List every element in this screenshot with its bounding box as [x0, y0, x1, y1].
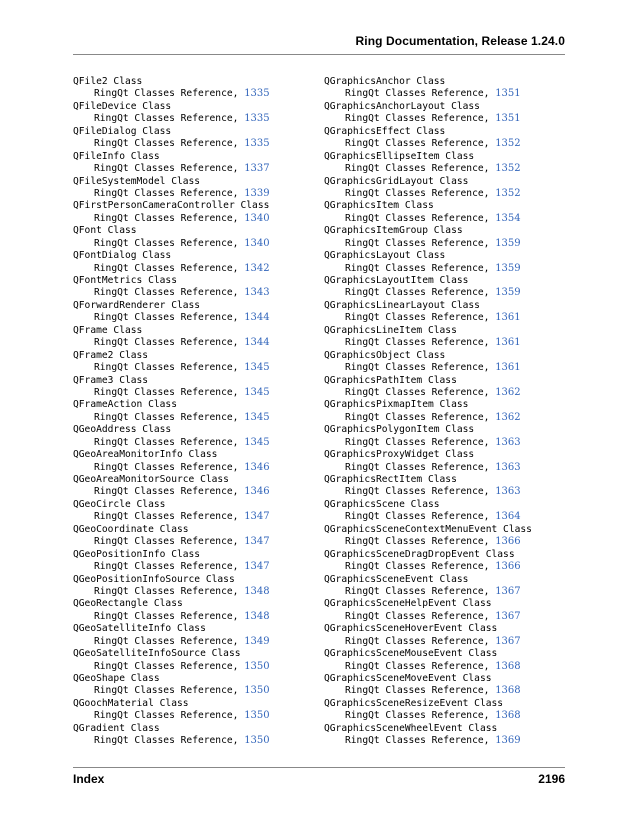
index-entry [324, 723, 584, 748]
index-entry-title: QFileSystemModel Class [73, 175, 201, 187]
reference-label: RingQt Classes Reference, [94, 337, 239, 349]
index-entry [73, 499, 333, 524]
index-entry-reference [324, 735, 584, 747]
index-entry [324, 474, 584, 499]
index-entry [324, 623, 584, 648]
reference-label: RingQt Classes Reference, [345, 536, 490, 548]
index-entry-title: QForwardRenderer Class [73, 299, 201, 311]
index-entry-reference [73, 735, 333, 747]
index-entry-reference [73, 138, 333, 150]
index-entry [73, 101, 333, 126]
index-entry-title: QGraphicsRectItem Class [324, 474, 457, 485]
index-entry-reference [324, 710, 584, 722]
index-entry-title: QGraphicsGridLayout Class [324, 175, 469, 187]
reference-label: RingQt Classes Reference, [345, 386, 490, 398]
index-entry [324, 399, 584, 424]
index-entry-title: QGraphicsLinearLayout Class [324, 299, 480, 311]
index-entry-reference [73, 586, 333, 598]
index-entry-reference [73, 188, 333, 200]
page-number: 2196 [538, 772, 565, 786]
page-link[interactable]: 1346 [244, 461, 270, 473]
index-entry-title: QGraphicsSceneResizeEvent Class [324, 697, 504, 709]
index-entry [324, 225, 584, 250]
page-link[interactable]: 1335 [244, 138, 270, 150]
reference-label: RingQt Classes Reference, [345, 312, 490, 324]
reference-label: RingQt Classes Reference, [345, 610, 490, 622]
index-entry-reference [324, 337, 584, 349]
page-link[interactable]: 1362 [495, 411, 521, 423]
reference-label: RingQt Classes Reference, [94, 710, 239, 722]
index-entry [324, 200, 584, 225]
index-entry-reference [324, 536, 584, 548]
index-entry [73, 399, 333, 424]
index-entry-title: QGeoSatelliteInfo Class [73, 623, 206, 635]
index-entry-title: QGraphicsEllipseItem Class [324, 150, 475, 162]
index-entry-title: QGraphicsSceneDragDropEvent Class [324, 548, 515, 560]
page-link[interactable]: 1362 [495, 386, 521, 398]
index-entry-title: QGraphicsSceneHelpEvent Class [324, 598, 492, 610]
index-entry-reference [324, 462, 584, 474]
page-link[interactable]: 1349 [244, 635, 270, 647]
reference-label: RingQt Classes Reference, [345, 511, 490, 523]
index-entry-reference [73, 362, 333, 374]
reference-label: RingQt Classes Reference, [94, 635, 239, 647]
index-entry [73, 325, 333, 350]
page-link[interactable]: 1345 [244, 436, 270, 448]
index-entry-title: QGeoSatelliteInfoSource Class [73, 648, 241, 660]
index-entry-reference [73, 263, 333, 275]
index-entry [73, 176, 333, 201]
index-entry [73, 723, 333, 748]
index-entry [73, 598, 333, 623]
page-link[interactable]: 1350 [244, 710, 270, 722]
page-link[interactable]: 1343 [244, 287, 270, 299]
page-link[interactable]: 1352 [495, 187, 521, 199]
index-entry-reference [324, 586, 584, 598]
reference-label: RingQt Classes Reference, [94, 163, 239, 175]
index-entry-title: QGraphicsAnchor Class [324, 76, 446, 87]
index-entry-title: QGeoCircle Class [73, 498, 166, 510]
index-entry-reference [73, 636, 333, 648]
page-link[interactable]: 1363 [495, 461, 521, 473]
page-link[interactable]: 1339 [244, 187, 270, 199]
index-entry-title: QFirstPersonCameraController Class [73, 200, 270, 212]
page-link[interactable]: 1361 [495, 312, 521, 324]
header-divider [73, 54, 565, 55]
reference-label: RingQt Classes Reference, [94, 312, 239, 324]
index-entry-reference [73, 561, 333, 573]
index-entry-reference [324, 387, 584, 399]
index-entry [73, 574, 333, 599]
index-entry [324, 151, 584, 176]
page-link[interactable]: 1350 [244, 685, 270, 697]
index-entry-reference [324, 312, 584, 324]
page-link[interactable]: 1369 [495, 735, 521, 747]
index-entry-title: QGeoRectangle Class [73, 598, 183, 610]
page-link[interactable]: 1352 [495, 138, 521, 150]
index-entry [324, 375, 584, 400]
page-link[interactable]: 1350 [244, 660, 270, 672]
index-entry-reference [324, 138, 584, 150]
index-entry [73, 350, 333, 375]
page-link[interactable]: 1347 [244, 511, 270, 523]
index-entry-reference [324, 287, 584, 299]
page-link[interactable]: 1345 [244, 362, 270, 374]
reference-label: RingQt Classes Reference, [345, 337, 490, 349]
index-entry [324, 698, 584, 723]
reference-label: RingQt Classes Reference, [94, 362, 239, 374]
index-entry-title: QFontMetrics Class [73, 275, 177, 286]
index-entry [324, 350, 584, 375]
footer-divider [73, 767, 565, 768]
index-entry-title: QGraphicsAnchorLayout Class [324, 100, 480, 112]
page-link[interactable]: 1366 [495, 561, 521, 573]
index-entry-title: QGradient Class [73, 722, 160, 734]
page-link[interactable]: 1361 [495, 337, 521, 349]
reference-label: RingQt Classes Reference, [345, 735, 490, 747]
index-entry-reference [73, 437, 333, 449]
index-entry-title: QFont Class [73, 225, 137, 237]
index-entry [324, 424, 584, 449]
reference-label: RingQt Classes Reference, [94, 237, 239, 249]
index-entry-reference [324, 238, 584, 250]
reference-label: RingQt Classes Reference, [345, 411, 490, 423]
reference-label: RingQt Classes Reference, [345, 163, 490, 175]
index-entry [324, 648, 584, 673]
index-entry-reference [73, 287, 333, 299]
reference-label: RingQt Classes Reference, [94, 561, 239, 573]
index-entry-title: QGraphicsLayout Class [324, 250, 446, 262]
index-entry-title: QFrame3 Class [73, 374, 149, 386]
index-entry [73, 200, 333, 225]
index-entry-reference [73, 238, 333, 250]
index-entry-reference [73, 462, 333, 474]
index-entry [324, 126, 584, 151]
index-entry-title: QGeoShape Class [73, 673, 160, 684]
index-entry-title: QFrame2 Class [73, 349, 149, 361]
index-entry [73, 474, 333, 499]
index-entry [73, 549, 333, 574]
index-entry [73, 225, 333, 250]
page-link[interactable]: 1348 [244, 610, 270, 622]
reference-label: RingQt Classes Reference, [94, 287, 239, 299]
page-link[interactable]: 1340 [244, 237, 270, 249]
reference-label: RingQt Classes Reference, [345, 187, 490, 199]
reference-label: RingQt Classes Reference, [345, 660, 490, 672]
reference-label: RingQt Classes Reference, [345, 287, 490, 299]
page-link[interactable]: 1347 [244, 536, 270, 548]
page-link[interactable]: 1367 [495, 585, 521, 597]
reference-label: RingQt Classes Reference, [345, 88, 490, 100]
page-link[interactable]: 1350 [244, 735, 270, 747]
index-entry-reference [73, 611, 333, 623]
index-entry-title: QFile2 Class [73, 76, 143, 87]
index-entry [73, 151, 333, 176]
index-entry [324, 598, 584, 623]
page-link[interactable]: 1351 [495, 113, 521, 125]
index-entry-reference [324, 611, 584, 623]
reference-label: RingQt Classes Reference, [345, 710, 490, 722]
page-link[interactable]: 1367 [495, 610, 521, 622]
index-entry-reference [324, 163, 584, 175]
index-entry-title: QGeoPositionInfoSource Class [73, 573, 235, 585]
page-link[interactable]: 1345 [244, 386, 270, 398]
index-entry-title: QFrameAction Class [73, 399, 177, 411]
index-column-left [73, 76, 333, 748]
index-entry-title: QGraphicsPathItem Class [324, 374, 457, 386]
reference-label: RingQt Classes Reference, [94, 585, 239, 597]
index-entry [324, 499, 584, 524]
index-entry-title: QGeoAreaMonitorInfo Class [73, 449, 218, 461]
page-link[interactable]: 1337 [244, 163, 270, 175]
index-entry-reference [73, 88, 333, 100]
index-entry [73, 673, 333, 698]
page-link[interactable]: 1368 [495, 685, 521, 697]
reference-label: RingQt Classes Reference, [94, 461, 239, 473]
index-entry [73, 424, 333, 449]
index-entry-reference [324, 412, 584, 424]
reference-label: RingQt Classes Reference, [345, 461, 490, 473]
index-entry [73, 300, 333, 325]
page-footer [0, 760, 638, 800]
index-entry-title: QGeoPositionInfo Class [73, 548, 201, 560]
reference-label: RingQt Classes Reference, [345, 436, 490, 448]
index-entry [73, 76, 333, 101]
index-entry-title: QGraphicsEffect Class [324, 125, 446, 137]
index-entry-title: QGraphicsPolygonItem Class [324, 424, 475, 436]
page-link[interactable]: 1368 [495, 660, 521, 672]
reference-label: RingQt Classes Reference, [94, 685, 239, 697]
index-entry-title: QFileInfo Class [73, 150, 160, 162]
page-link[interactable]: 1344 [244, 337, 270, 349]
index-entry-title: QFileDialog Class [73, 125, 172, 137]
index-entry-title: QGraphicsObject Class [324, 349, 446, 361]
page-link[interactable]: 1359 [495, 237, 521, 249]
index-entry-title: QGraphicsSceneMoveEvent Class [324, 673, 492, 684]
reference-label: RingQt Classes Reference, [345, 113, 490, 125]
reference-label: RingQt Classes Reference, [345, 237, 490, 249]
index-entry [73, 524, 333, 549]
reference-label: RingQt Classes Reference, [94, 436, 239, 448]
page-link[interactable]: 1345 [244, 411, 270, 423]
page-link[interactable]: 1340 [244, 212, 270, 224]
page-link[interactable]: 1364 [495, 511, 521, 523]
index-entry-title: QFontDialog Class [73, 250, 172, 262]
reference-label: RingQt Classes Reference, [345, 561, 490, 573]
page-link[interactable]: 1363 [495, 436, 521, 448]
page-link[interactable]: 1359 [495, 262, 521, 274]
index-entry [73, 648, 333, 673]
index-entry-reference [73, 387, 333, 399]
index-entry-reference [324, 661, 584, 673]
reference-label: RingQt Classes Reference, [345, 262, 490, 274]
index-entry [324, 176, 584, 201]
index-entry-title: QFileDevice Class [73, 100, 172, 112]
page-link[interactable]: 1335 [244, 88, 270, 100]
index-entry [73, 375, 333, 400]
reference-label: RingQt Classes Reference, [345, 585, 490, 597]
index-entry-title: QGraphicsProxyWidget Class [324, 449, 475, 461]
index-entry [324, 300, 584, 325]
index-entry [73, 449, 333, 474]
reference-label: RingQt Classes Reference, [345, 138, 490, 150]
index-entry [73, 250, 333, 275]
page-link[interactable]: 1351 [495, 88, 521, 100]
page-link[interactable]: 1359 [495, 287, 521, 299]
index-entry-reference [324, 486, 584, 498]
page-link[interactable]: 1363 [495, 486, 521, 498]
page-header [0, 0, 638, 60]
index-entry-title: QGraphicsSceneWheelEvent Class [324, 722, 498, 734]
index-entry-title: QGeoAreaMonitorSource Class [73, 474, 229, 485]
index-entry-reference [324, 636, 584, 648]
index-entry [324, 275, 584, 300]
index-entry-reference [73, 661, 333, 673]
index-entry-reference [73, 685, 333, 697]
index-entry-reference [324, 88, 584, 100]
index-entry-reference [73, 312, 333, 324]
index-entry-title: QFrame Class [73, 324, 143, 336]
reference-label: RingQt Classes Reference, [94, 138, 239, 150]
page-link[interactable]: 1367 [495, 635, 521, 647]
page-link[interactable]: 1352 [495, 163, 521, 175]
index-entry-reference [73, 113, 333, 125]
page-link[interactable]: 1346 [244, 486, 270, 498]
index-entry-reference [324, 113, 584, 125]
reference-label: RingQt Classes Reference, [345, 635, 490, 647]
index-entry-reference [73, 486, 333, 498]
index-entry [324, 325, 584, 350]
index-entry-title: QGraphicsSceneEvent Class [324, 573, 469, 585]
index-entry-reference [73, 710, 333, 722]
index-entry-reference [73, 412, 333, 424]
reference-label: RingQt Classes Reference, [94, 536, 239, 548]
index-entry [324, 76, 584, 101]
index-entry [324, 549, 584, 574]
index-entry-reference [324, 263, 584, 275]
index-entry-reference [73, 337, 333, 349]
index-entry-title: QGraphicsPixmapItem Class [324, 399, 469, 411]
page-link[interactable]: 1368 [495, 710, 521, 722]
index-entry [324, 574, 584, 599]
page-link[interactable]: 1354 [495, 212, 521, 224]
index-column-right [324, 76, 584, 748]
index-entry-title: QGraphicsSceneHoverEvent Class [324, 623, 498, 635]
reference-label: RingQt Classes Reference, [94, 735, 239, 747]
footer-section-label: Index [73, 772, 105, 786]
index-entry-reference [324, 511, 584, 523]
reference-label: RingQt Classes Reference, [94, 610, 239, 622]
page-link[interactable]: 1344 [244, 312, 270, 324]
index-entry-title: QGraphicsSceneContextMenuEvent Class [324, 523, 532, 535]
page-link[interactable]: 1348 [244, 585, 270, 597]
index-entry [324, 250, 584, 275]
index-entry-title: QGeoAddress Class [73, 424, 172, 436]
document-title: Ring Documentation, Release 1.24.0 [355, 34, 565, 48]
index-entry-reference [324, 213, 584, 225]
index-entry-title: QGraphicsLayoutItem Class [324, 275, 469, 286]
reference-label: RingQt Classes Reference, [94, 411, 239, 423]
index-entry [73, 623, 333, 648]
index-entry [324, 524, 584, 549]
reference-label: RingQt Classes Reference, [345, 486, 490, 498]
index-entry-reference [73, 213, 333, 225]
page-link[interactable]: 1335 [244, 113, 270, 125]
reference-label: RingQt Classes Reference, [94, 88, 239, 100]
reference-label: RingQt Classes Reference, [345, 362, 490, 374]
index-entry [324, 673, 584, 698]
index-entry-reference [324, 437, 584, 449]
index-entry-title: QGoochMaterial Class [73, 697, 189, 709]
page-link[interactable]: 1361 [495, 362, 521, 374]
index-entry-reference [324, 188, 584, 200]
reference-label: RingQt Classes Reference, [94, 187, 239, 199]
index-entry-reference [73, 511, 333, 523]
index-entry-title: QGraphicsScene Class [324, 498, 440, 510]
reference-label: RingQt Classes Reference, [94, 262, 239, 274]
reference-label: RingQt Classes Reference, [94, 113, 239, 125]
page-link[interactable]: 1342 [244, 262, 270, 274]
reference-label: RingQt Classes Reference, [94, 486, 239, 498]
index-entry-title: QGeoCoordinate Class [73, 523, 189, 535]
index-entry [324, 449, 584, 474]
index-entry-title: QGraphicsLineItem Class [324, 324, 457, 336]
reference-label: RingQt Classes Reference, [345, 212, 490, 224]
page-link[interactable]: 1366 [495, 536, 521, 548]
index-entry [73, 275, 333, 300]
index-entry-reference [324, 561, 584, 573]
reference-label: RingQt Classes Reference, [94, 511, 239, 523]
reference-label: RingQt Classes Reference, [94, 386, 239, 398]
index-entry-reference [73, 163, 333, 175]
index-entry [73, 698, 333, 723]
index-entry-title: QGraphicsSceneMouseEvent Class [324, 648, 498, 660]
index-entry-reference [324, 685, 584, 697]
index-entry-reference [73, 536, 333, 548]
reference-label: RingQt Classes Reference, [94, 660, 239, 672]
index-entry [324, 101, 584, 126]
index-entry [73, 126, 333, 151]
index-entry-title: QGraphicsItem Class [324, 200, 434, 212]
reference-label: RingQt Classes Reference, [345, 685, 490, 697]
index-entry-title: QGraphicsItemGroup Class [324, 225, 463, 237]
page-link[interactable]: 1347 [244, 561, 270, 573]
index-entry-reference [324, 362, 584, 374]
reference-label: RingQt Classes Reference, [94, 212, 239, 224]
